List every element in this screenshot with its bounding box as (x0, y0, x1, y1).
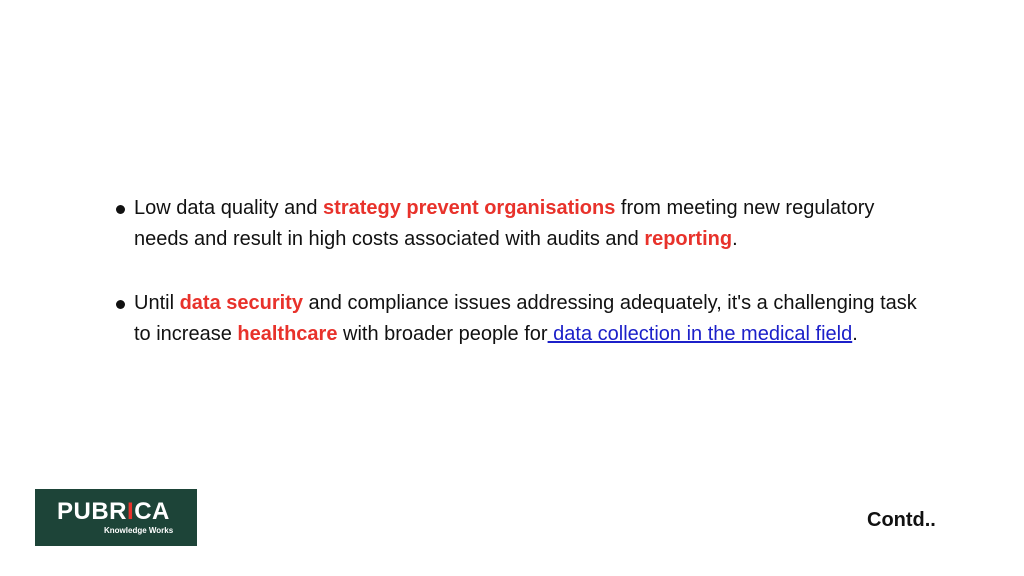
bullet-icon (116, 205, 125, 214)
logo-tagline: Knowledge Works (104, 526, 174, 535)
text-segment: with broader people for (337, 323, 548, 345)
bullet-list (113, 193, 933, 383)
continued-label: Contd.. (867, 509, 936, 531)
highlight-strategy: strategy prevent organisations (323, 197, 616, 219)
logo-wordmark (57, 499, 170, 525)
logo-word-accent: I (127, 498, 135, 525)
text-segment: Until (134, 292, 180, 314)
bullet-item-data-security (113, 288, 933, 350)
bullet-icon (116, 300, 125, 309)
text-segment: Low data quality and (134, 197, 324, 219)
text-segment: and compliance issues addressing adequately, it's a challenging task to increase (134, 292, 917, 345)
logo-word-end: CA (134, 498, 170, 525)
bullet-item-data-quality (113, 193, 933, 255)
text-segment: . (732, 228, 738, 250)
data-collection-link[interactable]: data collection in the medical field (547, 323, 853, 345)
highlight-healthcare: healthcare (237, 323, 338, 345)
highlight-reporting: reporting (644, 228, 733, 250)
text-segment: from meeting new regulatory needs and result in high costs associated with audits and (134, 197, 875, 250)
pubrica-logo (35, 489, 197, 546)
highlight-data-security: data security (179, 292, 303, 314)
logo-word-start: PUBR (57, 498, 128, 525)
text-segment: . (852, 323, 858, 345)
